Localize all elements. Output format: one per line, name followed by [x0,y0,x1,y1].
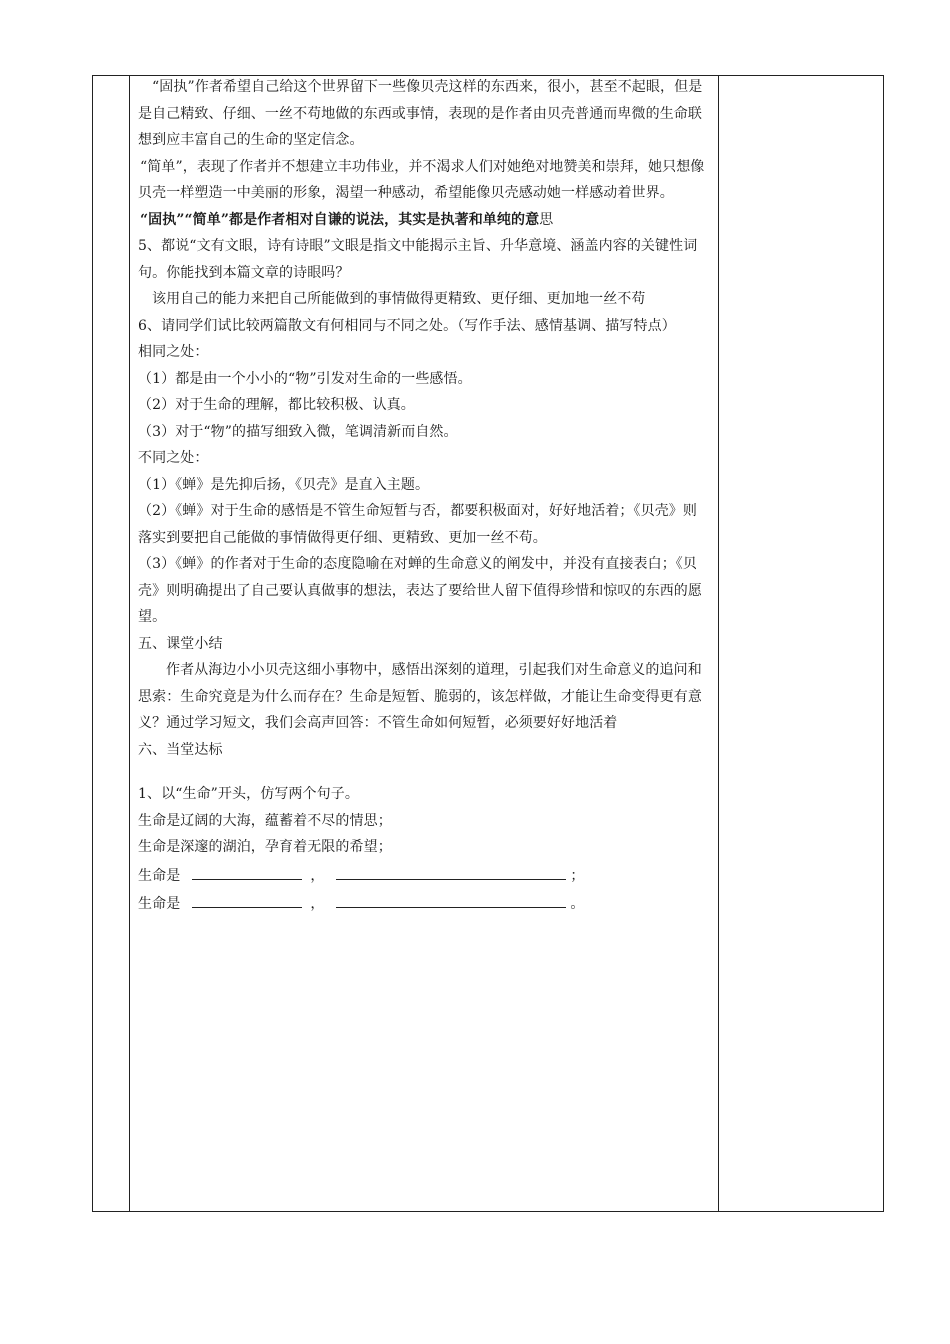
question-6: 6、请同学们试比较两篇散文有何相同与不同之处。（写作手法、感情基调、描写特点） [138,317,676,334]
answer-5: 该用自己的能力来把自己所能做到的事情做得更精致、更仔细、更加地一丝不苟 [152,291,646,307]
column-divider-right [718,76,719,1211]
fill-prefix: 生命是 [138,896,181,912]
lesson-content [138,74,710,918]
summary-tail-text: 思 [539,211,554,228]
blank-field[interactable] [192,861,302,880]
exercise-1-sample-2: 生命是深邃的湖泊，孕育着无限的希望； [138,839,392,855]
section-6-title: 六、当堂达标 [138,741,223,758]
diff-title: 不同之处： [138,450,209,466]
same-item-2: （2）对于生命的理解，都比较积极、认真。 [138,397,415,413]
column-divider-left [129,76,130,1211]
paragraph-guzhi: “固执”作者希望自己给这个世界留下一些像贝壳这样的东西来，很小，甚至不起眼，但是是自己精致、仔细、一丝不苟地做的东西或事情，表现的是作者由贝壳普通而卑微的生命联想到应丰富自己的生命的坚定信念。 [138,79,703,148]
fill-end: 。 [570,896,585,912]
section-5-title: 五、课堂小结 [138,635,223,652]
fill-comma: ， [310,896,325,912]
diff-item-1: （1）《蝉》是先抑后扬，《贝壳》是直入主题。 [138,476,430,493]
fill-comma: ， [310,867,325,884]
summary-bold-text: “固执”“简单”都是作者相对自谦的说法，其实是执著和单纯的意 [140,211,540,228]
section-5-body: 作者从海边小小贝壳这细小事物中，感悟出深刻的道理，引起我们对生命意义的追问和思索：生命究竟是为什么而存在？生命是短暂、脆弱的，该怎样做，才能让生命变得更有意义？通过学习短文，我们会高声回答：不管生命如何短暂，必须要好好地活着 [138,662,702,731]
fill-prefix: 生命是 [138,867,181,884]
paragraph-jiandan: “简单”，表现了作者并不想建立丰功伟业，并不渴求人们对她绝对地赞美和崇拜，她只想像贝壳一样塑造一中美丽的形象，渴望一种感动，希望能像贝壳感动她一样感动着世界。 [138,158,705,201]
fill-row-2 [138,889,710,918]
blank-field[interactable] [336,889,566,908]
same-item-3: （3）对于“物”的描写细致入微，笔调清新而自然。 [138,423,458,440]
diff-item-2: （2）《蝉》对于生命的感悟是不管生命短暂与否，都要积极面对，好好地活着；《贝壳》则落实到要把自己能做的事情做得更仔细、更精致、更加一丝不苟。 [138,503,698,546]
fill-row-1 [138,861,710,890]
paragraph-summary-bold [138,207,710,234]
same-item-1: （1）都是由一个小小的“物”引发对生命的一些感悟。 [138,370,472,387]
question-5: 5、都说“文有文眼，诗有诗眼”文眼是指文中能揭示主旨、升华意境、涵盖内容的关键性词句。你能找到本篇文章的诗眼吗？ [138,238,698,281]
exercise-1-sample-1: 生命是辽阔的大海，蕴蓄着不尽的情思； [138,812,392,829]
diff-item-3: （3）《蝉》的作者对于生命的态度隐喻在对蝉的生命意义的阐发中，并没有直接表白；《贝壳》则明确提出了自己要认真做事的想法，表达了要给世人留下值得珍惜和惊叹的东西的愿望。 [138,556,702,625]
same-title: 相同之处： [138,344,209,360]
exercise-1: 1、以“生命”开头，仿写两个句子。 [138,786,359,802]
fill-end: ； [570,867,585,884]
blank-field[interactable] [336,861,566,880]
blank-field[interactable] [192,889,302,908]
